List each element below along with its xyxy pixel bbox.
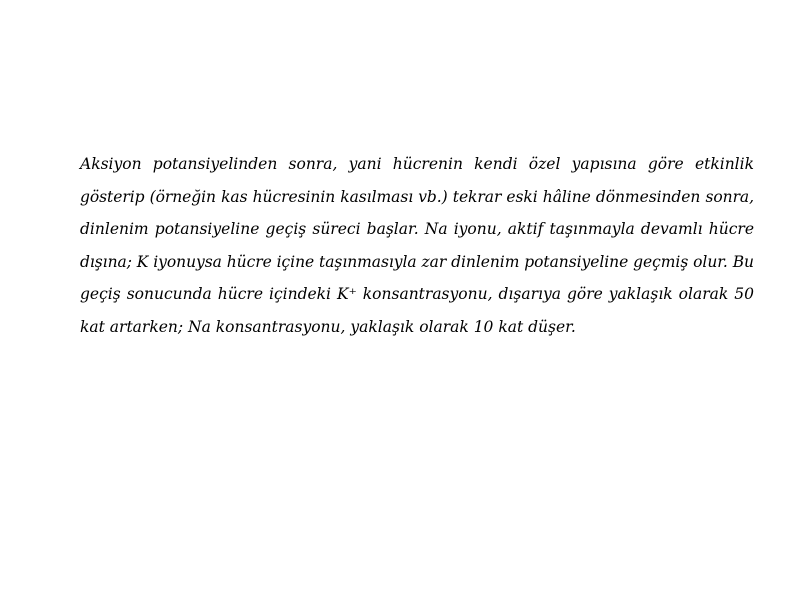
paragraph-line: kat artarken; Na konsantrasyonu, yaklaşık olarak 10 kat düşer. [80, 317, 576, 336]
paragraph-line: Aksiyon potansiyelinden sonra, yani hücrenin kendi özel yapısına göre etkinlik [80, 155, 754, 173]
paragraph-line: dışına; K iyonuysa hücre içine taşınmasıyla zar dinlenim potansiyeline geçmiş olur. Bu [80, 252, 754, 271]
paragraph-line: gösterip (örneğin kas hücresinin kasılması vb.) tekrar eski hâline dönmesinden sonra, [80, 187, 754, 206]
paragraph-line: geçiş sonucunda hücre içindeki K⁺ konsantrasyonu, dışarıya göre yaklaşık olarak 50 [80, 285, 754, 304]
body-paragraph [80, 148, 754, 344]
paragraph-line: dinlenim potansiyeline geçiş süreci başlar. Na iyonu, aktif taşınmayla devamlı hücre [80, 220, 754, 239]
